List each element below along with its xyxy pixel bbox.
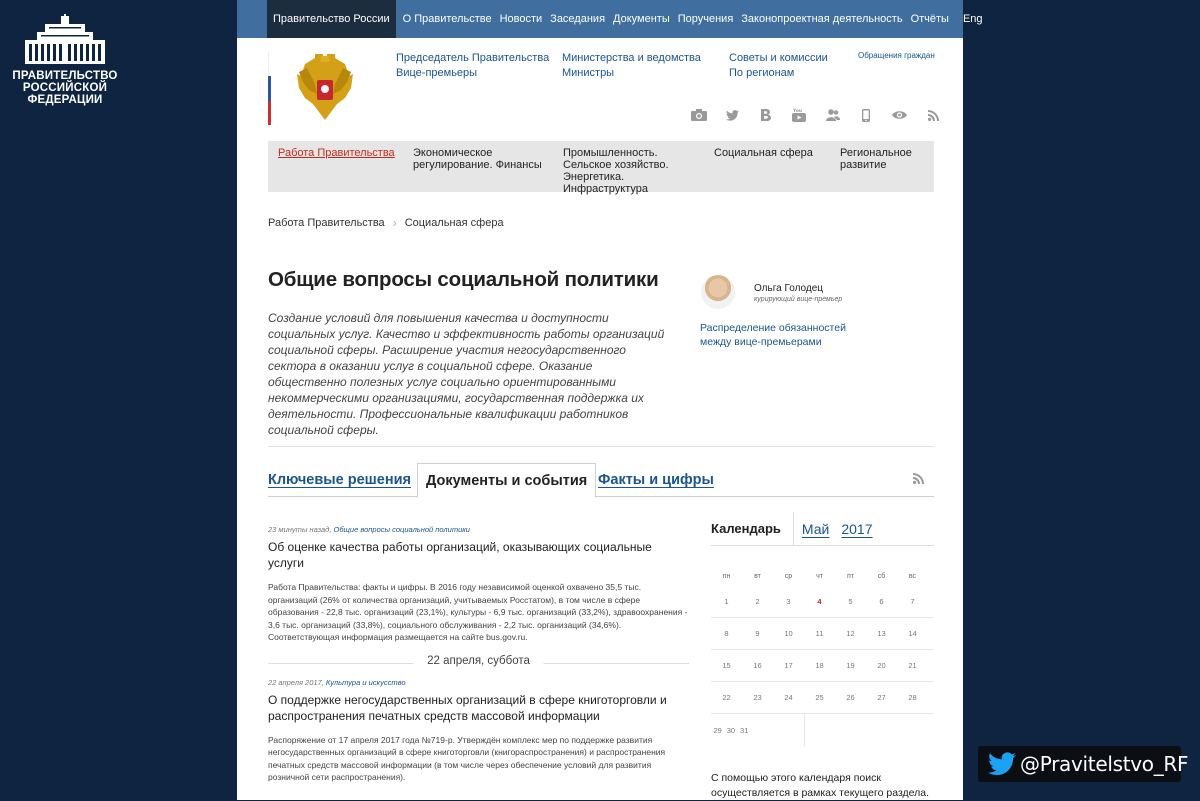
- curator-role: курирующий вице-премьер: [754, 296, 843, 303]
- weekday-label: сб: [877, 573, 886, 580]
- subnav-item-regional-development[interactable]: Региональное развитие: [840, 147, 912, 171]
- link-deputy-prime-ministers[interactable]: Вице-премьеры: [396, 67, 478, 79]
- calendar-day[interactable]: 13: [877, 629, 886, 638]
- calendar-day[interactable]: 15: [722, 661, 731, 670]
- chevron-right-icon: ›: [392, 216, 397, 230]
- calendar-day[interactable]: 14: [908, 629, 917, 638]
- calendar-day[interactable]: 12: [846, 629, 855, 638]
- calendar-day[interactable]: 8: [724, 629, 729, 638]
- calendar-day[interactable]: 6: [879, 597, 884, 606]
- rss-icon[interactable]: [917, 107, 951, 123]
- calendar-day[interactable]: 28: [908, 693, 917, 702]
- news-time: 23 минуты назад,: [268, 525, 332, 534]
- news-category-link[interactable]: Культура и искусство: [325, 677, 406, 687]
- coat-of-arms-icon[interactable]: [293, 54, 357, 124]
- calendar-day[interactable]: 26: [846, 693, 855, 702]
- weekday-label: чт: [816, 573, 823, 580]
- page-container: [237, 0, 983, 800]
- news-time: 22 апреля 2017,: [268, 677, 324, 687]
- rss-icon[interactable]: [913, 473, 924, 484]
- nav-item-government-russia[interactable]: Правительство России: [267, 0, 396, 38]
- top-navigation: [237, 0, 983, 38]
- calendar-weekdays: [711, 573, 934, 580]
- camera-icon[interactable]: [682, 107, 716, 123]
- government-logo[interactable]: [0, 0, 130, 106]
- link-ministers[interactable]: Министры: [562, 67, 615, 79]
- breadcrumb: [268, 216, 504, 230]
- tab-facts-figures[interactable]: Факты и цифры: [598, 472, 714, 488]
- link-ministries[interactable]: Министерства и ведомства: [562, 52, 701, 64]
- weekday-label: вс: [908, 573, 917, 580]
- calendar-day[interactable]: 20: [877, 661, 886, 670]
- calendar-day[interactable]: 16: [753, 661, 762, 670]
- calendar-day[interactable]: 29: [713, 725, 722, 735]
- calendar-label: Календарь: [711, 512, 794, 546]
- calendar: [711, 512, 934, 801]
- calendar-day[interactable]: 25: [815, 693, 824, 702]
- calendar-day[interactable]: 11: [815, 629, 824, 638]
- calendar-week-row: [711, 650, 934, 682]
- twitter-icon[interactable]: [716, 107, 750, 123]
- tab-key-decisions[interactable]: Ключевые решения: [268, 472, 411, 488]
- calendar-day[interactable]: 27: [877, 693, 886, 702]
- nav-item-reports[interactable]: Отчёты: [910, 13, 949, 25]
- calendar-week-row: [711, 714, 805, 746]
- users-icon[interactable]: [816, 107, 850, 123]
- list-item: [268, 678, 689, 784]
- nav-item-meetings[interactable]: Заседания: [550, 13, 606, 25]
- twitter-handle-badge: [978, 746, 1189, 782]
- calendar-day[interactable]: 4: [817, 597, 822, 606]
- news-meta: [268, 525, 689, 534]
- calendar-header: [711, 512, 934, 546]
- header-links-col3: [729, 51, 828, 81]
- nav-item-about[interactable]: О Правительстве: [402, 13, 492, 25]
- calendar-day[interactable]: 3: [786, 597, 791, 606]
- list-item: [268, 525, 689, 644]
- divider: [268, 446, 934, 447]
- nav-item-english[interactable]: Eng: [962, 13, 983, 25]
- calendar-week-row: [711, 618, 934, 650]
- subnav-item-economy-finance[interactable]: Экономическое регулирование. Финансы: [413, 147, 542, 171]
- section-description: Создание условий для повышения качества и доступности социальных услуг. Качество и эффективность работы организаций социальной сферы. Расширение участия негосударственного сектора в оказании услуг в социальной сфере. Оказание общественно полезных услуг социально ориентированными некоммерческими организациями, государственная поддержка их деятельности. Профессиональные квалификации работников социальной сферы.: [268, 311, 665, 437]
- breadcrumb-item-social-sphere[interactable]: Социальная сфера: [404, 217, 504, 229]
- youtube-icon[interactable]: [783, 107, 817, 123]
- news-list: [268, 525, 689, 784]
- news-summary: Работа Правительства: факты и цифры. В 2016 году независимой оценкой охвачено 35,5 тыс. организаций (26% от количества организаций, учитываемых Росстатом), в том числе в сфере образования - 22,8 тыс. организаций (23,1%), культуры - 6,9 тыс. организаций (33,2%), здравоохранения - 3,6 тыс. организаций (33,8%), социального обслуживания - 2,2 тыс. организаций (34,6%). Соответствующая информация размещается на сайте bus.gov.ru.: [268, 582, 688, 642]
- news-title-link[interactable]: О поддержке негосударственных организаций в сфере книготорговли и распространения печатных средств массовой информации: [268, 692, 667, 723]
- russian-flag-stripe: [268, 52, 271, 125]
- calendar-day[interactable]: 22: [722, 693, 731, 702]
- calendar-day[interactable]: 24: [784, 693, 793, 702]
- header-links-col2: [562, 51, 701, 81]
- calendar-day[interactable]: 30: [726, 725, 736, 735]
- curator-name[interactable]: Ольга Голодец: [754, 283, 823, 294]
- section-subnav: [268, 141, 934, 195]
- news-summary: Распоряжение от 17 апреля 2017 года №719-р. Утверждён комплекс мер по поддержке развития негосударственных организаций в сфере книготорговли (книгораспространения) и распространения печатных средств массовой информации (в том числе через обеспечение условий для развития розничной сети распространения).: [268, 734, 666, 782]
- nav-item-documents[interactable]: Документы: [613, 13, 670, 25]
- link-citizen-appeals[interactable]: Обращения граждан: [858, 51, 935, 60]
- page-title: Общие вопросы социальной политики: [268, 268, 659, 291]
- weekday-label: ср: [784, 573, 793, 580]
- subnav-item-government-work[interactable]: Работа Правительства: [278, 147, 395, 159]
- avatar[interactable]: [701, 275, 735, 309]
- calendar-week-row: [711, 586, 934, 618]
- calendar-grid: [711, 586, 934, 746]
- eye-icon[interactable]: [883, 107, 917, 123]
- tab-documents-events[interactable]: Документы и события: [417, 463, 596, 498]
- weekday-label: вт: [754, 573, 761, 580]
- mobile-icon[interactable]: [850, 107, 884, 123]
- duties-distribution-link[interactable]: Распределение обязанностей между вице-премьерами: [700, 322, 846, 348]
- government-logo-caption: [0, 70, 130, 106]
- twitter-handle: @Pravitelstvo_RF: [1020, 752, 1189, 776]
- subnav-item-social-sphere[interactable]: Социальная сфера: [714, 147, 813, 159]
- news-category-link[interactable]: Общие вопросы социальной политики: [333, 525, 470, 534]
- government-building-icon: [19, 14, 111, 66]
- calendar-day[interactable]: 5: [848, 597, 853, 606]
- calendar-day[interactable]: 23: [753, 693, 762, 702]
- subnav-item-industry-agriculture[interactable]: Промышленность. Сельское хозяйство. Энергетика. Инфраструктура: [563, 147, 669, 195]
- news-title-link[interactable]: Об оценке качества работы организаций, оказывающих социальные услуги: [268, 540, 652, 570]
- nav-item-news[interactable]: Новости: [499, 13, 543, 25]
- calendar-day[interactable]: 17: [784, 661, 793, 670]
- twitter-bird-icon: [988, 752, 1016, 776]
- calendar-day[interactable]: 7: [910, 597, 915, 606]
- content-tabs: [268, 463, 934, 497]
- calendar-month-select[interactable]: Май: [801, 520, 830, 537]
- curator-card[interactable]: [701, 275, 843, 309]
- day-separator-label: 22 апреля, суббота: [413, 655, 544, 667]
- calendar-year-select[interactable]: 2017: [841, 520, 873, 537]
- calendar-day[interactable]: 2: [755, 597, 760, 606]
- social-icons: [682, 107, 950, 123]
- nav-item-instructions[interactable]: Поручения: [677, 13, 734, 25]
- calendar-day[interactable]: 19: [846, 661, 855, 670]
- day-separator: [268, 655, 689, 675]
- logo-caption-line: РОССИЙСКОЙ: [22, 82, 108, 94]
- nav-item-legislation[interactable]: Законопроектная деятельность: [741, 13, 903, 25]
- calendar-day[interactable]: 10: [784, 629, 793, 638]
- calendar-day[interactable]: 21: [908, 661, 917, 670]
- link-councils[interactable]: Советы и комиссии: [729, 52, 828, 64]
- calendar-day[interactable]: 31: [740, 725, 749, 735]
- weekday-label: пн: [722, 573, 731, 580]
- calendar-day[interactable]: 18: [815, 661, 824, 670]
- calendar-week-row: [711, 682, 934, 714]
- logo-caption-line: ПРАВИТЕЛЬСТВО: [12, 70, 118, 82]
- calendar-note: С помощью этого календаря поиск осуществляется в рамках текущего раздела.: [711, 772, 930, 799]
- logo-caption-line: ФЕДЕРАЦИИ: [27, 94, 103, 106]
- news-meta: [268, 678, 689, 687]
- header-links-col1: [396, 51, 549, 81]
- vk-icon[interactable]: [749, 107, 783, 123]
- link-prime-minister[interactable]: Председатель Правительства: [396, 52, 550, 64]
- breadcrumb-item-government-work[interactable]: Работа Правительства: [268, 217, 385, 229]
- calendar-day[interactable]: 1: [724, 597, 729, 606]
- link-regions[interactable]: По регионам: [729, 67, 795, 79]
- svg-text:You: You: [793, 109, 803, 114]
- weekday-label: пт: [847, 573, 854, 580]
- calendar-day[interactable]: 9: [755, 629, 760, 638]
